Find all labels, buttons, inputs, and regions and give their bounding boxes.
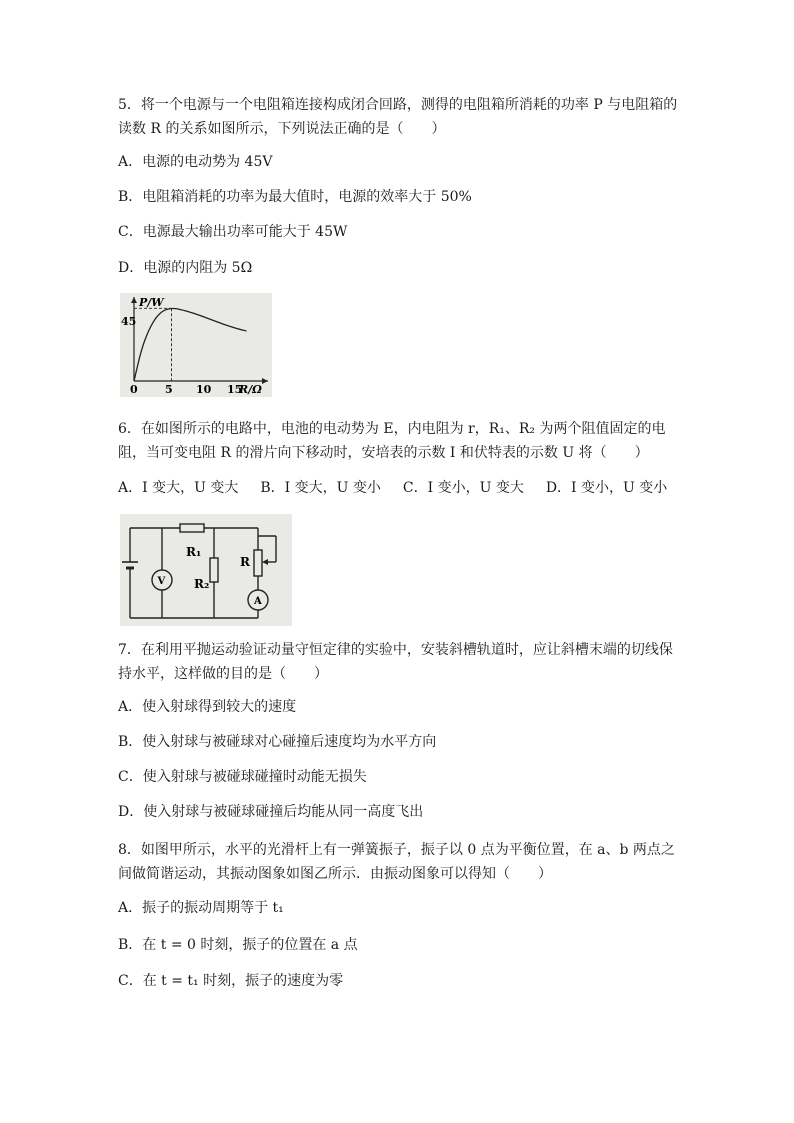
question-7-option-a: A．使入射球得到较大的速度 — [118, 699, 297, 715]
question-5-option-d: D．电源的内阻为 5Ω — [118, 260, 253, 276]
x-axis-arrow — [262, 378, 268, 384]
question-6-options — [118, 478, 667, 498]
power-curve — [134, 309, 247, 381]
question-8-option-c: C．在 t = t₁ 时刻，振子的速度为零 — [118, 973, 344, 989]
label-r1: R₁ — [186, 545, 202, 559]
question-5-graph — [120, 293, 272, 397]
question-8-option-b: B．在 t = 0 时刻，振子的位置在 a 点 — [118, 937, 358, 953]
question-8-stem: 8．如图甲所示，水平的光滑杆上有一弹簧振子，振子以 0 点为平衡位置，在 a、b 两点之间做简谐运动，其振动图象如图乙所示．由振动图象可以得知（ ） — [118, 842, 675, 882]
circuit-diagram — [120, 514, 292, 626]
y-axis-arrow — [131, 297, 137, 303]
x-tick-10: 10 — [196, 383, 212, 396]
question-5-option-c: C．电源最大输出功率可能大于 45W — [118, 224, 348, 240]
power-resistance-chart — [120, 293, 272, 397]
origin-label: 0 — [130, 383, 138, 396]
y-axis-label: P/W — [139, 296, 164, 309]
question-7-option-b: B．使入射球与被碰球对心碰撞后速度均为水平方向 — [118, 734, 437, 750]
resistor-r1 — [180, 524, 204, 532]
variable-resistor-r — [254, 550, 262, 576]
slider-arrow — [262, 559, 268, 565]
question-6-option-a: A．I 变大，U 变大 — [118, 480, 239, 496]
label-r2: R₂ — [194, 577, 210, 591]
question-6-option-d: D．I 变小，U 变小 — [545, 480, 668, 496]
x-tick-5: 5 — [165, 383, 173, 396]
question-7-stem: 7．在利用平抛运动验证动量守恒定律的实验中，安装斜槽轨道时，应让斜槽末端的切线保持水平，这样做的目的是（ ） — [118, 642, 673, 682]
label-v: V — [157, 576, 166, 587]
question-5-option-a: A．电源的电动势为 45V — [118, 154, 273, 170]
question-7-option-d: D．使入射球与被碰球碰撞后均能从同一高度飞出 — [118, 804, 424, 820]
question-5-option-b: B．电阻箱消耗的功率为最大值时，电源的效率大于 50% — [118, 189, 472, 205]
x-tick-15: 15 — [227, 383, 243, 396]
question-6-stem: 6．在如图所示的电路中，电池的电动势为 E，内电阻为 r，R₁、R₂ 为两个阻值固定的电阻，当可变电阻 R 的滑片向下移动时，安培表的示数 I 和伏特表的示数 U 将（ ） — [118, 421, 666, 461]
x-axis-label: R/Ω — [239, 383, 262, 396]
question-8-option-a: A．振子的振动周期等于 t₁ — [118, 900, 284, 916]
resistor-r2 — [210, 558, 218, 582]
question-6-circuit — [120, 514, 292, 626]
peak-value-label: 45 — [121, 315, 137, 328]
question-6-option-b: B．I 变大，U 变小 — [260, 480, 381, 496]
label-r: R — [240, 555, 250, 569]
question-7-option-c: C．使入射球与被碰球碰撞时动能无损失 — [118, 769, 367, 785]
question-6-option-c: C．I 变小，U 变大 — [402, 480, 524, 496]
question-5-stem: 5．将一个电源与一个电阻箱连接构成闭合回路，测得的电阻箱所消耗的功率 P 与电阻箱的读数 R 的关系如图所示，下列说法正确的是（ ） — [118, 97, 678, 137]
label-a: A — [254, 596, 262, 607]
